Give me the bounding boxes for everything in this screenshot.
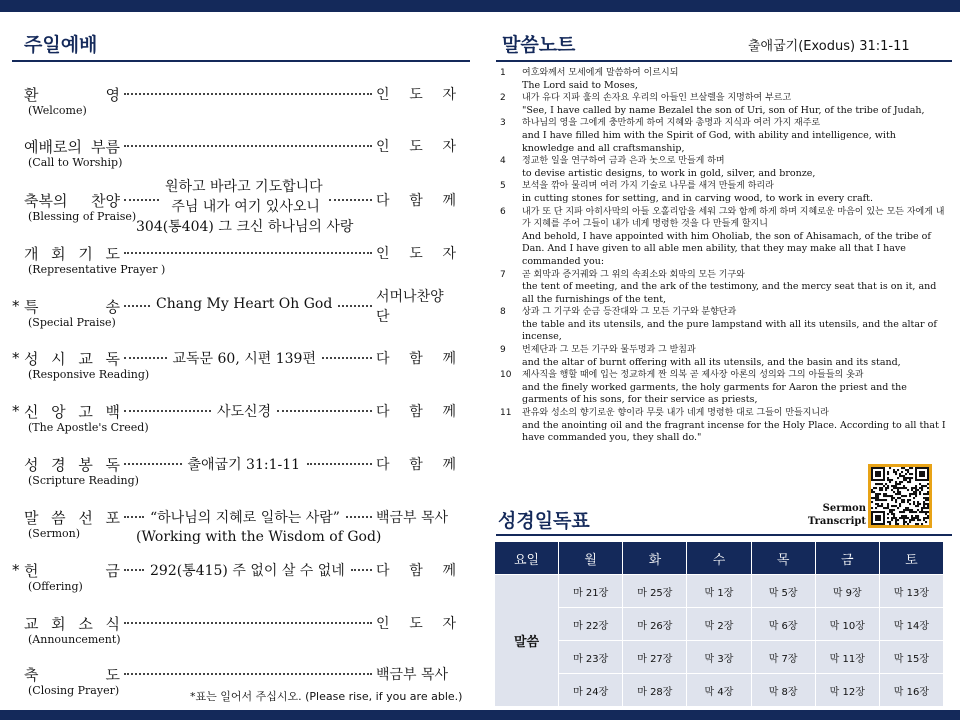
schedule-cell: 막 1장	[687, 575, 751, 608]
worship-item-title	[24, 190, 120, 210]
title-char: 축복의	[24, 191, 68, 210]
schedule-cell: 마 23장	[559, 641, 623, 674]
schedule-cell: 막 5장	[751, 575, 815, 608]
worship-item-detail: 원하고 바라고 기도합니다	[165, 179, 323, 195]
title-char: 헌	[24, 561, 39, 580]
title-char: 도	[105, 244, 120, 263]
verse-text	[522, 180, 948, 205]
worship-title: 주일예배	[24, 34, 98, 56]
schedule-cell: 막 3장	[687, 641, 751, 674]
leader-text: 백금부 목사	[376, 667, 449, 683]
worship-item-english: (Closing Prayer)	[28, 684, 120, 697]
schedule-header-day: 금	[815, 542, 879, 575]
leader-text: 인	[376, 87, 390, 103]
dotted-leader	[124, 145, 372, 147]
qr-label-line-1: Sermon	[822, 503, 866, 514]
verse-number: 5	[500, 181, 506, 192]
schedule-cell: 마 26장	[623, 608, 687, 641]
scripture-reference: 출애굽기(Exodus) 31:1-11	[748, 39, 910, 54]
verse-row	[500, 117, 948, 155]
verse-row	[500, 269, 948, 307]
title-char: 회	[51, 614, 66, 633]
worship-item	[0, 84, 470, 130]
dotted-leader	[124, 305, 150, 307]
verse-list	[500, 67, 948, 445]
schedule-row-label: 말씀	[495, 575, 559, 707]
dotted-leader	[277, 410, 372, 412]
schedule-header-label: 요일	[495, 542, 559, 575]
verse-english: the tent of meeting, and the ark of the testimony, and the mercy seat that is on it, and all the furnishings of the tent,	[522, 281, 937, 305]
worship-item-leader	[376, 243, 456, 263]
schedule-cell: 막 9장	[815, 575, 879, 608]
worship-item-english: (The Apostle's Creed)	[28, 421, 149, 434]
dotted-leader	[329, 199, 372, 201]
leader-text: 께	[442, 404, 456, 420]
verse-english: The Lord said to Moses,	[522, 79, 638, 91]
schedule-cell: 마 25장	[623, 575, 687, 608]
schedule-cell: 막 12장	[815, 674, 879, 707]
dotted-leader	[124, 199, 159, 201]
stand-marker: *	[12, 402, 20, 420]
leader-text: 자	[442, 87, 456, 103]
verse-english: and the finely worked garments, the holy garments for Aaron the priest and the garments of his sons, for their service as priests,	[522, 381, 907, 406]
verse-number: 7	[500, 269, 506, 280]
leader-text: 함	[409, 457, 423, 473]
leader-text: 도	[409, 87, 423, 103]
schedule-cell: 마 22장	[559, 608, 623, 641]
title-char: 금	[105, 561, 120, 580]
worship-item-english: (Special Praise)	[28, 316, 116, 329]
verse-number: 4	[500, 156, 506, 167]
schedule-cell: 막 14장	[879, 608, 943, 641]
verse-text	[522, 344, 948, 369]
dotted-leader	[124, 252, 372, 254]
leader-text: 도	[409, 246, 423, 262]
title-char: 시	[51, 349, 66, 368]
title-char: 말	[24, 508, 39, 527]
schedule-cell: 막 7장	[751, 641, 815, 674]
worship-item-detail: 교독문 60, 시편 139편	[172, 351, 316, 367]
notes-title: 말씀노트	[502, 34, 576, 56]
dotted-leader	[124, 516, 144, 518]
verse-text	[522, 206, 948, 269]
worship-item-english: (Scripture Reading)	[28, 474, 139, 487]
title-char: 예배로의	[24, 137, 82, 156]
worship-item-title	[24, 560, 120, 580]
dotted-leader	[124, 673, 372, 675]
dotted-leader	[124, 93, 372, 95]
verse-row	[500, 407, 948, 445]
verse-korean: 여호와께서 모세에게 말씀하여 이르시되	[522, 68, 679, 78]
title-char: 성	[24, 455, 39, 474]
worship-item-leader	[376, 560, 456, 580]
worship-item-english: (Announcement)	[28, 633, 121, 646]
verse-english: to devise artistic designs, to work in gold, silver, and bronze,	[522, 167, 816, 179]
verse-row	[500, 306, 948, 344]
worship-item-leader	[376, 454, 456, 474]
verse-row	[500, 155, 948, 180]
leader-text: 인	[376, 616, 390, 632]
title-char: 기	[78, 244, 93, 263]
worship-item-detail-line-2: 주님 내가 여기 있사오니	[171, 199, 320, 215]
stand-marker: *	[12, 349, 20, 367]
schedule-header-day: 토	[879, 542, 943, 575]
qr-label-line-2: Transcript	[807, 516, 866, 527]
schedule-header-row	[495, 542, 944, 575]
worship-item	[0, 560, 470, 606]
worship-item-detail-sub: (Working with the Wisdom of God)	[136, 529, 382, 545]
schedule-row	[495, 575, 944, 608]
leader-text: 함	[409, 351, 423, 367]
verse-english: and I have filled him with the Spirit of God, with ability and intelligence, with knowledge and all craftsmanship,	[522, 129, 896, 154]
schedule-cell: 막 2장	[687, 608, 751, 641]
schedule-title: 성경일독표	[498, 510, 590, 532]
title-char: 교	[24, 614, 39, 633]
title-char: 식	[105, 614, 120, 633]
stand-marker: *	[12, 561, 20, 579]
notes-title-rule	[496, 60, 952, 62]
schedule-cell: 막 13장	[879, 575, 943, 608]
leader-text: 께	[442, 563, 456, 579]
title-char: 성	[24, 349, 39, 368]
schedule-title-rule	[496, 534, 952, 536]
worship-item-detail: Chang My Heart Oh God	[156, 296, 333, 312]
title-char: 도	[105, 665, 120, 684]
leader-text: 께	[442, 457, 456, 473]
verse-english: and the altar of burnt offering with all its utensils, and the basin and its stand,	[522, 356, 901, 368]
schedule-cell: 막 4장	[687, 674, 751, 707]
worship-item-english: (Responsive Reading)	[28, 368, 150, 381]
rise-footnote: *표는 일어서 주십시오. (Please rise, if you are able.)	[190, 690, 463, 703]
schedule-cell: 막 8장	[751, 674, 815, 707]
worship-item-english: (Welcome)	[28, 104, 87, 117]
worship-item-english: (Blessing of Praise)	[28, 210, 137, 223]
worship-item-title	[24, 348, 120, 368]
worship-item-leader	[376, 190, 456, 210]
verse-number: 2	[500, 93, 506, 104]
schedule-row	[495, 608, 944, 641]
worship-item-english: (Call to Worship)	[28, 156, 123, 169]
title-char: 봉	[78, 455, 93, 474]
worship-item	[0, 401, 470, 447]
worship-item-title	[24, 243, 120, 263]
worship-item-detail: 사도신경	[217, 404, 272, 420]
leader-text: 함	[409, 404, 423, 420]
title-char: 독	[105, 455, 120, 474]
dotted-leader	[124, 622, 372, 624]
title-char: 개	[24, 244, 39, 263]
schedule-row	[495, 674, 944, 707]
dotted-leader	[322, 357, 373, 359]
title-char: 찬양	[91, 191, 120, 210]
title-char: 선	[78, 508, 93, 527]
top-bar	[0, 0, 960, 12]
verse-number: 6	[500, 206, 506, 217]
worship-item-detail-sub: 304(통404) 그 크신 하나님의 사랑	[136, 219, 354, 235]
title-char: 씀	[51, 508, 66, 527]
verse-korean: 상과 그 기구와 순금 등잔대와 그 모든 기구와 분향단과	[522, 307, 737, 318]
verse-text	[522, 117, 948, 155]
schedule-header-day: 수	[687, 542, 751, 575]
leader-text: 자	[442, 139, 456, 155]
schedule-cell: 마 27장	[623, 641, 687, 674]
worship-item-english: (Sermon)	[28, 527, 81, 540]
worship-item-title	[24, 507, 120, 527]
worship-title-rule	[12, 60, 470, 62]
leader-text: 자	[442, 246, 456, 262]
verse-korean: 제사직을 행할 때에 입는 정교하게 짠 의복 곧 제사장 아론의 성의와 그의 아들들의 옷과	[522, 370, 864, 381]
dotted-leader	[351, 569, 372, 571]
dotted-leader	[307, 463, 373, 465]
verse-text	[522, 306, 948, 344]
worship-item-leader	[376, 401, 456, 421]
worship-item-title	[24, 454, 120, 474]
verse-english: in cutting stones for setting, and in carving wood, to work in every craft.	[522, 192, 873, 204]
verse-korean: 관유와 성소의 향기로운 향이라 무릇 내가 네게 명령한 대로 그들이 만들지니라	[522, 408, 829, 419]
verse-english: "See, I have called by name Bezalel the son of Uri, son of Hur, of the tribe of Judah,	[522, 104, 925, 116]
worship-item-leader	[376, 664, 456, 684]
worship-item-leader	[376, 348, 456, 368]
title-char: 신	[24, 402, 39, 421]
verse-text	[522, 369, 948, 407]
leader-text: 백금부 목사	[376, 510, 449, 526]
title-char: 포	[105, 508, 120, 527]
schedule-cell: 마 28장	[623, 674, 687, 707]
verse-korean: 내가 또 단 지파 아히사막의 아들 오홀리압을 세워 그와 함께 하게 하며 지혜로운 마음이 있는 모든 자에게 내가 지혜를 주어 그들이 내가 네게 명령한 것을 다 만들게 할지니	[522, 206, 945, 230]
leader-text: 서머나찬양단	[376, 289, 444, 325]
worship-item-leader	[376, 613, 456, 633]
worship-item-detail: 292(통415) 주 없이 살 수 없네	[150, 563, 345, 579]
worship-item-leader	[376, 136, 456, 156]
verse-number: 9	[500, 345, 506, 356]
dotted-leader	[124, 463, 182, 465]
title-char: 회	[51, 244, 66, 263]
leader-text: 도	[409, 616, 423, 632]
leader-text: 다	[376, 404, 390, 420]
worship-item-leader	[376, 507, 456, 527]
verse-row	[500, 92, 948, 117]
worship-item-title	[24, 613, 120, 633]
verse-row	[500, 369, 948, 407]
worship-item	[0, 243, 470, 289]
schedule-cell: 마 24장	[559, 674, 623, 707]
verse-korean: 보석을 깎아 물리며 여러 가지 기술로 나무를 새겨 만들게 하리라	[522, 181, 774, 192]
dotted-leader	[338, 305, 372, 307]
schedule-cell: 막 15장	[879, 641, 943, 674]
schedule-cell: 막 10장	[815, 608, 879, 641]
verse-english: the table and its utensils, and the pure lampstand with all its utensils, and the altar of incense,	[522, 318, 937, 343]
worship-item	[0, 454, 470, 500]
title-char: 축	[24, 665, 39, 684]
leader-text: 다	[376, 457, 390, 473]
worship-item-detail: 출애굽기 31:1-11	[187, 457, 301, 473]
schedule-cell: 마 21장	[559, 575, 623, 608]
title-char: 독	[105, 349, 120, 368]
leader-text: 함	[409, 563, 423, 579]
leader-text: 인	[376, 139, 390, 155]
leader-text: 다	[376, 563, 390, 579]
worship-item-title	[24, 84, 120, 104]
verse-number: 3	[500, 118, 506, 129]
verse-korean: 정교한 일을 연구하여 금과 은과 놋으로 만들게 하며	[522, 156, 725, 167]
qr-label	[800, 502, 866, 528]
title-char: 앙	[51, 402, 66, 421]
dotted-leader	[124, 410, 211, 412]
worship-item	[0, 507, 470, 553]
worship-item	[0, 289, 470, 342]
dotted-leader	[124, 357, 167, 359]
verse-row	[500, 180, 948, 205]
verse-number: 10	[500, 370, 512, 381]
title-char: 고	[78, 402, 93, 421]
schedule-header-day: 목	[751, 542, 815, 575]
verse-korean: 번제단과 그 모든 기구와 물두멍과 그 받침과	[522, 345, 696, 356]
leader-text: 께	[442, 351, 456, 367]
worship-item-detail: “하나님의 지혜로 일하는 사람”	[150, 510, 340, 526]
verse-korean: 곧 회막과 증거궤와 그 위의 속죄소와 회막의 모든 기구와	[522, 269, 745, 280]
worship-item-title	[24, 401, 120, 421]
worship-item-english: (Offering)	[28, 580, 83, 593]
leader-text: 다	[376, 193, 390, 209]
title-char: 영	[105, 85, 120, 104]
sermon-transcript-qr-code[interactable]	[868, 464, 932, 528]
leader-text: 인	[376, 246, 390, 262]
verse-korean: 내가 유다 지파 훌의 손자요 우리의 아들인 브살렐을 지명하여 부르고	[522, 93, 792, 104]
schedule-header-day: 화	[623, 542, 687, 575]
schedule-header-day: 월	[559, 542, 623, 575]
leader-text: 께	[442, 193, 456, 209]
verse-row	[500, 67, 948, 92]
worship-item	[0, 179, 470, 236]
dotted-leader	[124, 569, 144, 571]
verse-text	[522, 407, 948, 445]
bottom-bar	[0, 710, 960, 720]
worship-item-title	[24, 664, 120, 684]
verse-text	[522, 92, 948, 117]
schedule-cell: 막 6장	[751, 608, 815, 641]
verse-text	[522, 67, 948, 92]
verse-number: 1	[500, 68, 506, 78]
title-char: 소	[78, 614, 93, 633]
leader-text: 자	[442, 616, 456, 632]
verse-english: and the anointing oil and the fragrant incense for the Holy Place. According to all that I have commanded you, they shall do."	[522, 419, 946, 444]
title-char: 백	[105, 402, 120, 421]
worship-item-title	[24, 136, 120, 156]
schedule-cell: 막 16장	[879, 674, 943, 707]
verse-english: And behold, I have appointed with him Oholiab, the son of Ahisamach, of the tribe of Dan. And I have given to all able men ability, that they may make all that I have commanded you:	[522, 230, 931, 267]
schedule-row	[495, 641, 944, 674]
worship-item-english: (Representative Prayer )	[28, 263, 166, 276]
verse-text	[522, 155, 948, 180]
verse-row	[500, 344, 948, 369]
leader-text: 다	[376, 351, 390, 367]
leader-text: 도	[409, 139, 423, 155]
worship-item-leader	[376, 84, 456, 104]
stand-marker: *	[12, 297, 20, 315]
verse-korean: 하나님의 영을 그에게 충만하게 하여 지혜와 총명과 지식과 여러 가지 재주로	[522, 118, 821, 129]
title-char: 환	[24, 85, 39, 104]
verse-row	[500, 206, 948, 269]
title-char: 부름	[91, 137, 120, 156]
reading-schedule-table	[494, 541, 944, 707]
verse-text	[522, 269, 948, 307]
schedule-cell: 막 11장	[815, 641, 879, 674]
leader-text: 함	[409, 193, 423, 209]
worship-item-leader	[376, 289, 456, 325]
worship-item	[0, 348, 470, 394]
worship-item	[0, 613, 470, 659]
verse-number: 11	[500, 408, 512, 419]
title-char: 특	[24, 297, 39, 316]
title-char: 경	[51, 455, 66, 474]
dotted-leader	[346, 516, 372, 518]
worship-item-title	[24, 296, 120, 316]
verse-number: 8	[500, 307, 506, 318]
title-char: 송	[105, 297, 120, 316]
title-char: 교	[78, 349, 93, 368]
